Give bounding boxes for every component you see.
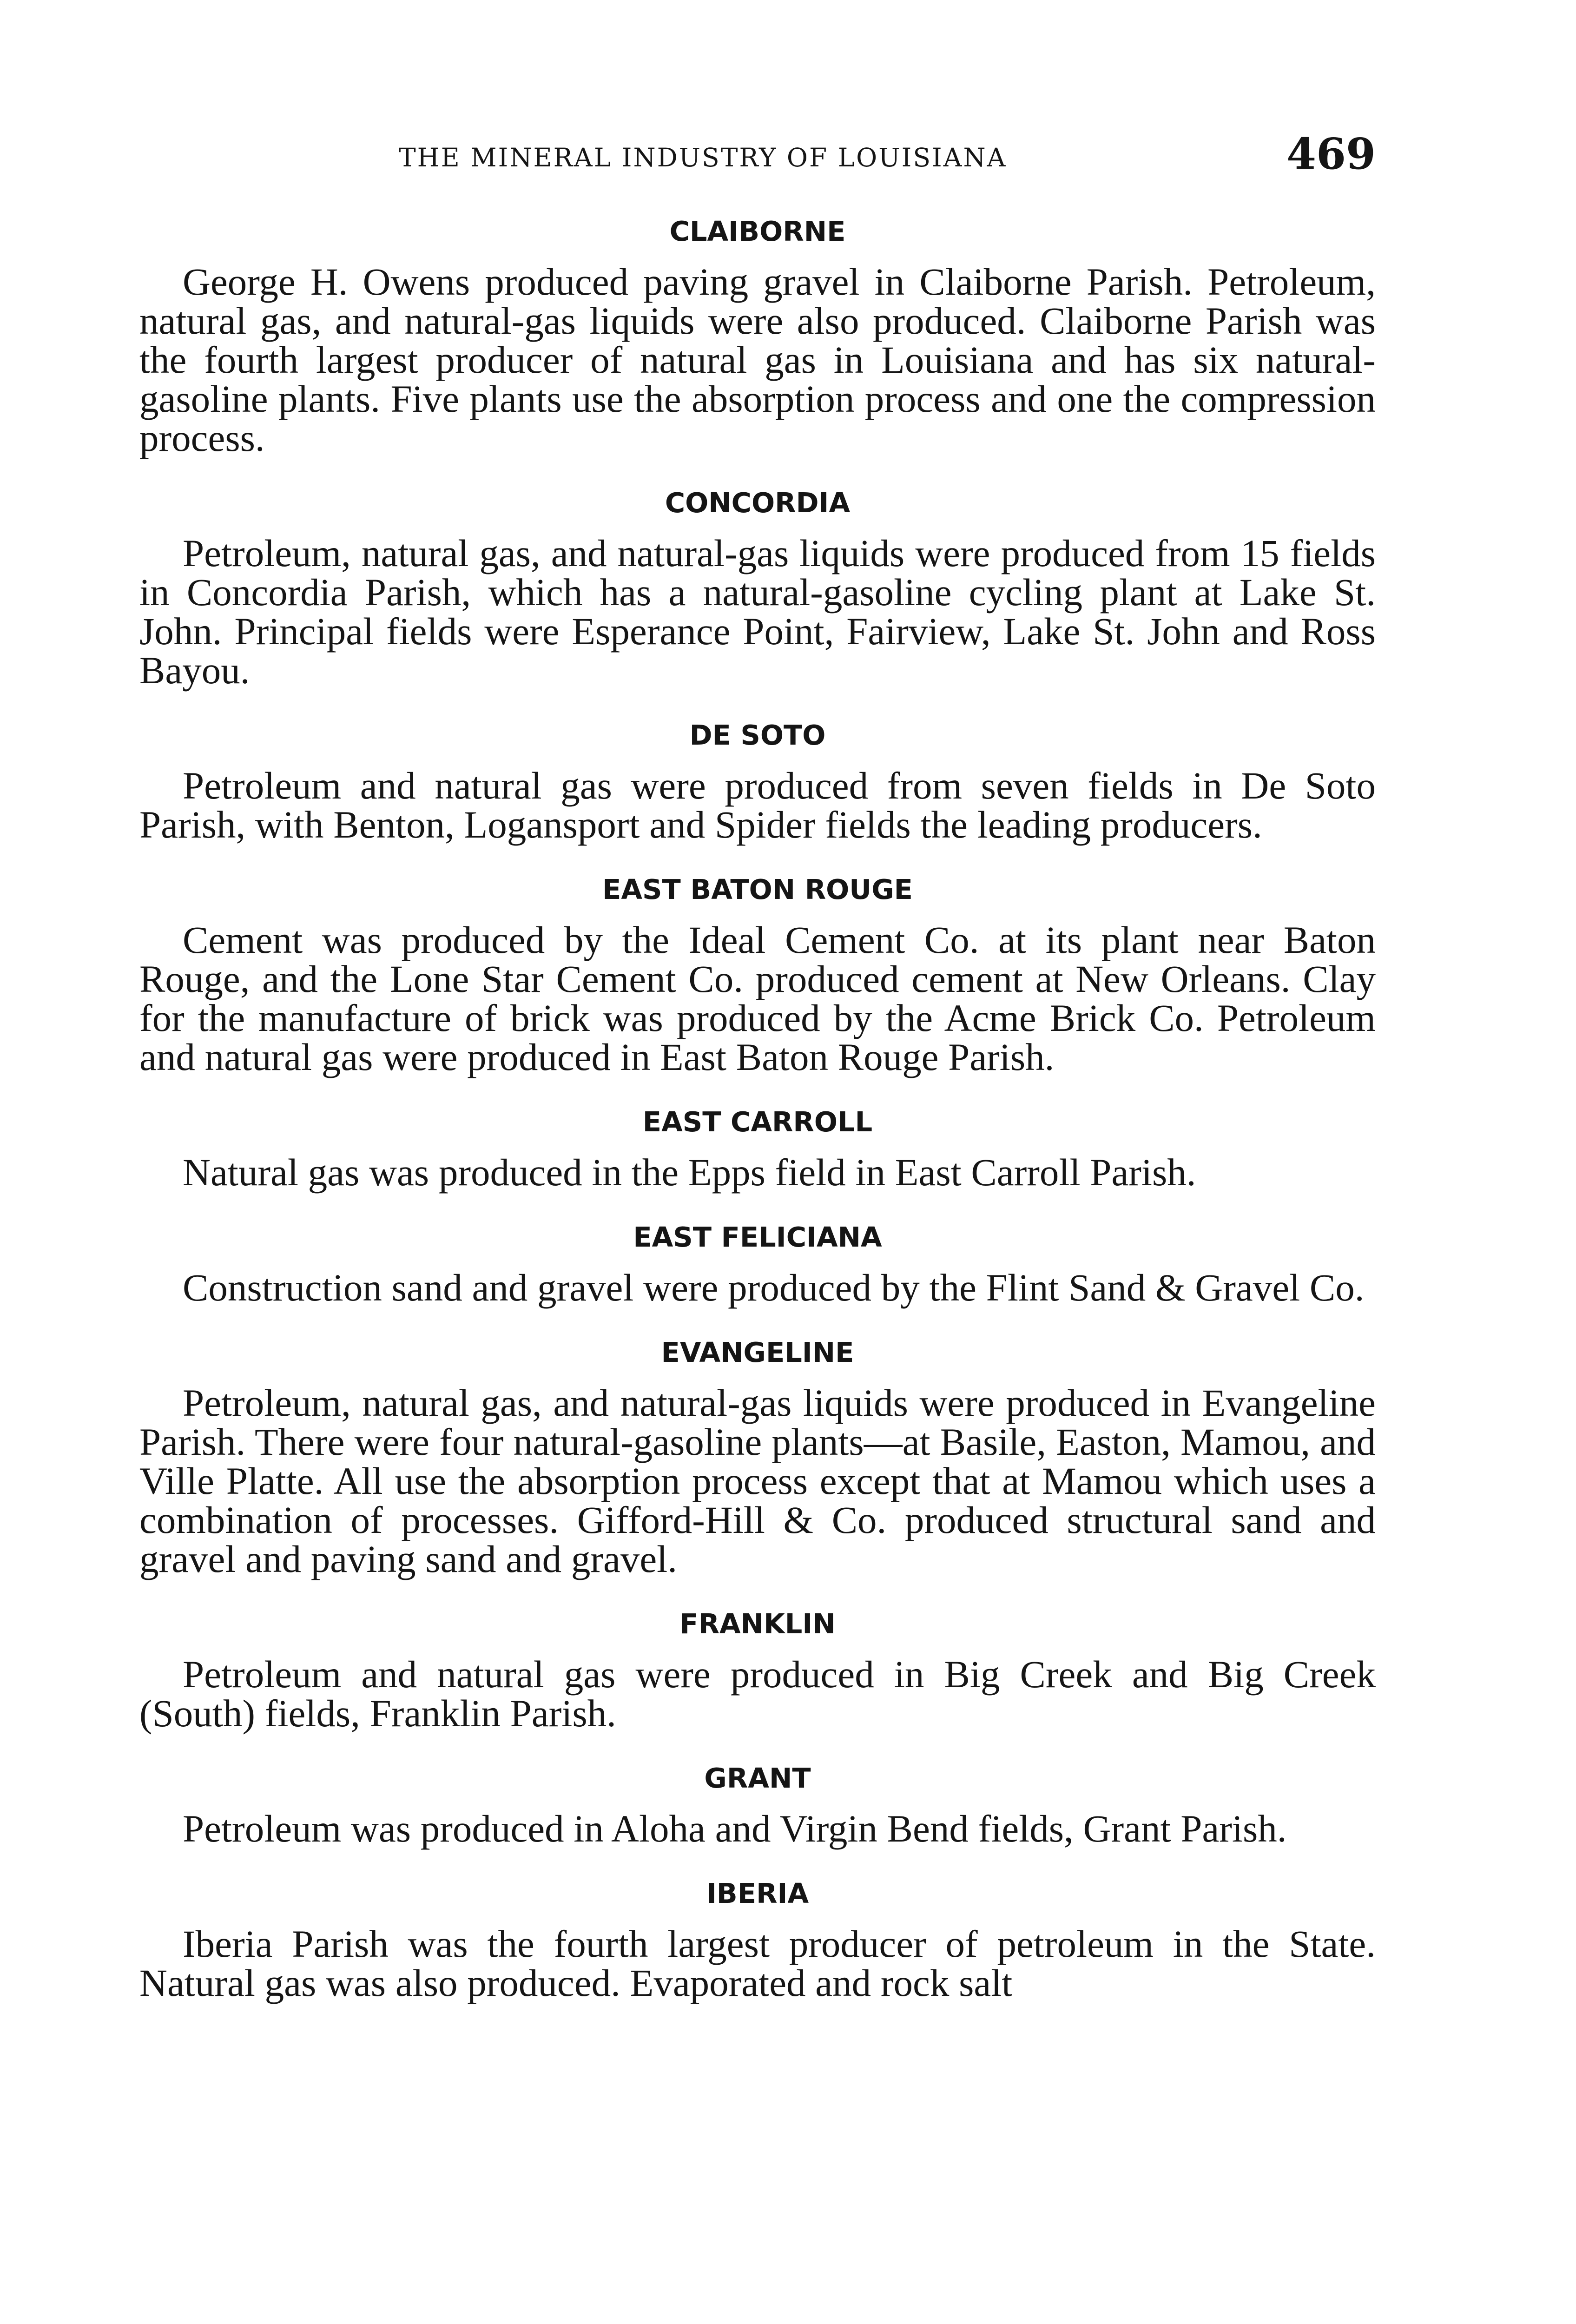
section-heading: EAST FELICIANA [633, 1221, 882, 1253]
section-east-baton-rouge [139, 868, 1376, 1076]
page-body [139, 210, 1376, 2002]
section-claiborne [139, 210, 1376, 457]
running-title: THE MINERAL INDUSTRY OF LOUISIANA [399, 143, 1007, 172]
section-iberia [139, 1872, 1376, 2002]
section-paragraph: Petroleum and natural gas were produced from seven fields in De Soto Parish, with Benton, Logansport and Spider fields the leading producers. [139, 764, 1376, 846]
section-evangeline [139, 1331, 1376, 1578]
section-heading: GRANT [704, 1762, 811, 1794]
section-paragraph: Petroleum and natural gas were produced in Big Creek and Big Creek (South) fields, Franklin Parish. [139, 1653, 1376, 1735]
section-paragraph: Petroleum was produced in Aloha and Virgin Bend fields, Grant Parish. [183, 1807, 1287, 1850]
section-paragraph: Natural gas was produced in the Epps field in East Carroll Parish. [183, 1151, 1196, 1194]
section-paragraph: Petroleum, natural gas, and natural-gas liquids were produced in Evangeline Parish. There were four natural-gasoline plants—at Basile, Easton, Mamou, and Ville Platte. All use the absorption process except that at Mamou which uses a combination of processes. Gifford-Hill & Co. produced structural sand and gravel and paving sand and gravel. [139, 1381, 1376, 1580]
section-heading: EAST BATON ROUGE [602, 873, 913, 905]
section-paragraph: Cement was produced by the Ideal Cement Co. at its plant near Baton Rouge, and the Lone Star Cement Co. produced cement at New Orleans. Clay for the manufacture of brick was produced by the Acme Brick Co. Petroleum and natural gas were produced in East Baton Rouge Parish. [139, 918, 1376, 1078]
page-number: 469 [1286, 129, 1376, 179]
section-concordia [139, 482, 1376, 690]
section-franklin [139, 1603, 1376, 1733]
section-paragraph: Construction sand and gravel were produced by the Flint Sand & Gravel Co. [183, 1266, 1365, 1309]
section-east-carroll [139, 1101, 1376, 1192]
section-heading: IBERIA [706, 1877, 809, 1909]
section-heading: CLAIBORNE [669, 215, 846, 247]
section-heading: DE SOTO [689, 719, 826, 751]
section-heading: EVANGELINE [661, 1336, 854, 1368]
section-heading: EAST CARROLL [642, 1106, 873, 1138]
section-de-soto [139, 714, 1376, 844]
section-paragraph: George H. Owens produced paving gravel in Claiborne Parish. Petroleum, natural gas, and natural-gas liquids were also produced. Claiborne Parish was the fourth largest producer of natural gas in Louisiana and has six natural-gasoline plants. Five plants use the absorption process and one the compression process. [139, 260, 1376, 459]
section-east-feliciana [139, 1216, 1376, 1307]
section-paragraph: Petroleum, natural gas, and natural-gas liquids were produced from 15 fields in Concordia Parish, which has a natural-gasoline cycling plant at Lake St. John. Principal fields were Esperance Point, Fairview, Lake St. John and Ross Bayou. [139, 532, 1376, 692]
section-heading: FRANKLIN [679, 1608, 836, 1640]
section-grant [139, 1757, 1376, 1848]
section-paragraph: Iberia Parish was the fourth largest producer of petroleum in the State. Natural gas was also produced. Evaporated and rock salt [139, 1922, 1376, 2004]
section-heading: CONCORDIA [665, 487, 851, 519]
page-header [139, 119, 1376, 202]
